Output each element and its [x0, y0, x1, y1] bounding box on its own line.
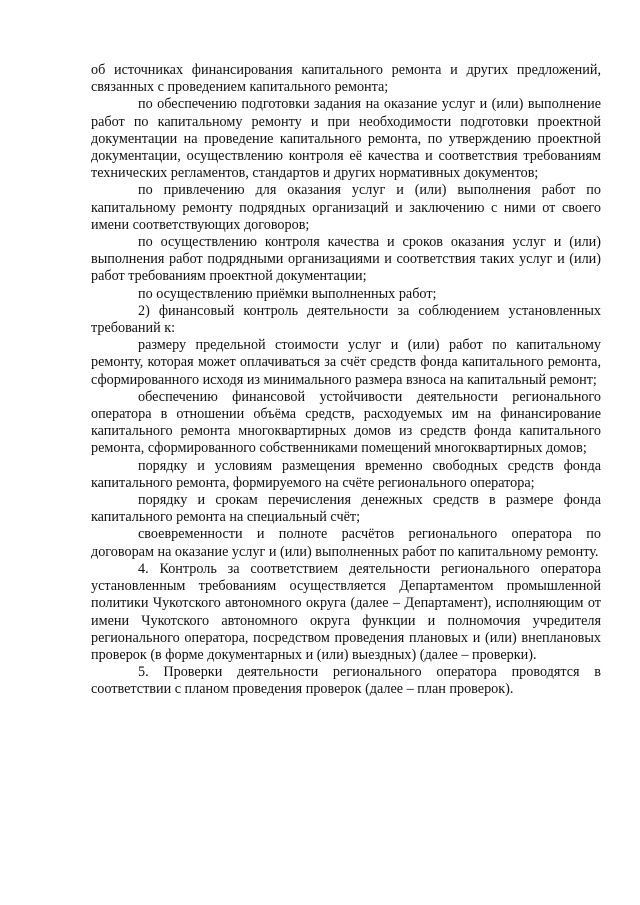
paragraph-clause-5: 5. Проверки деятельности регионального оператора проводятся в соответствии с планом проведения проверок (далее – план проверок). — [91, 664, 601, 698]
paragraph-financial-stability: обеспечению финансовой устойчивости деятельности регионального оператора в отношении объёма средств, расходуемых им на финансирование капитального ремонта многоквартирных домов из средств фонда капитального ремонта, сформированного собственниками помещений многоквартирных домов; — [91, 388, 601, 457]
paragraph-quality-control: по осуществлению контроля качества и сроков оказания услуг и (или) выполнения работ подрядными организациями и соответствия таких услуг и (или) работ требованиям проектной документации; — [91, 234, 601, 285]
paragraph-max-cost: размеру предельной стоимости услуг и (или) работ по капитальному ремонту, которая может оплачиваться за счёт средств фонда капитального ремонта, сформированного исходя из минимального размера взноса на капитальный ремонт; — [91, 337, 601, 388]
paragraph-funding-sources: об источниках финансирования капитального ремонта и других предложений, связанных с проведением капитального ремонта; — [91, 62, 601, 96]
paragraph-free-funds: порядку и условиям размещения временно свободных средств фонда капитального ремонта, формируемого на счёте регионального оператора; — [91, 457, 601, 491]
paragraph-financial-control: 2) финансовый контроль деятельности за соблюдением установленных требований к: — [91, 302, 601, 337]
paragraph-transfer: порядку и срокам перечисления денежных средств в размере фонда капитального ремонта на специальный счёт; — [91, 492, 601, 526]
paragraph-settlements: своевременности и полноте расчётов регионального оператора по договорам на оказание услуг и (или) выполненных работ по капитальному ремонту. — [91, 526, 601, 560]
paragraph-clause-4: 4. Контроль за соответствием деятельности регионального оператора установленным требованиям осуществляется Департаментом промышленной политики Чукотского автономного округа (далее – Департамент), исполняющим от имени Чукотского автономного округа функции и полномочия учредителя регионального оператора, посредством проведения плановых и (или) внеплановых проверок (в форме документарных и (или) выездных) (далее – проверки). — [91, 560, 601, 663]
paragraph-acceptance: по осуществлению приёмки выполненных работ; — [138, 285, 437, 302]
paragraph-design-task: по обеспечению подготовки задания на оказание услуг и (или) выполнение работ по капитальному ремонту и при необходимости подготовки проектной документации на проведение капитального ремонта, по утверждению проектной документации, осуществлению контроля её качества и соответствия требованиям технических регламентов, стандартов и других нормативных документов; — [91, 96, 601, 182]
paragraph-contractors: по привлечению для оказания услуг и (или) выполнения работ по капитальному ремонту подрядных организаций и заключению с ними от своего имени соответствующих договоров; — [91, 182, 601, 233]
document-page — [91, 62, 601, 699]
